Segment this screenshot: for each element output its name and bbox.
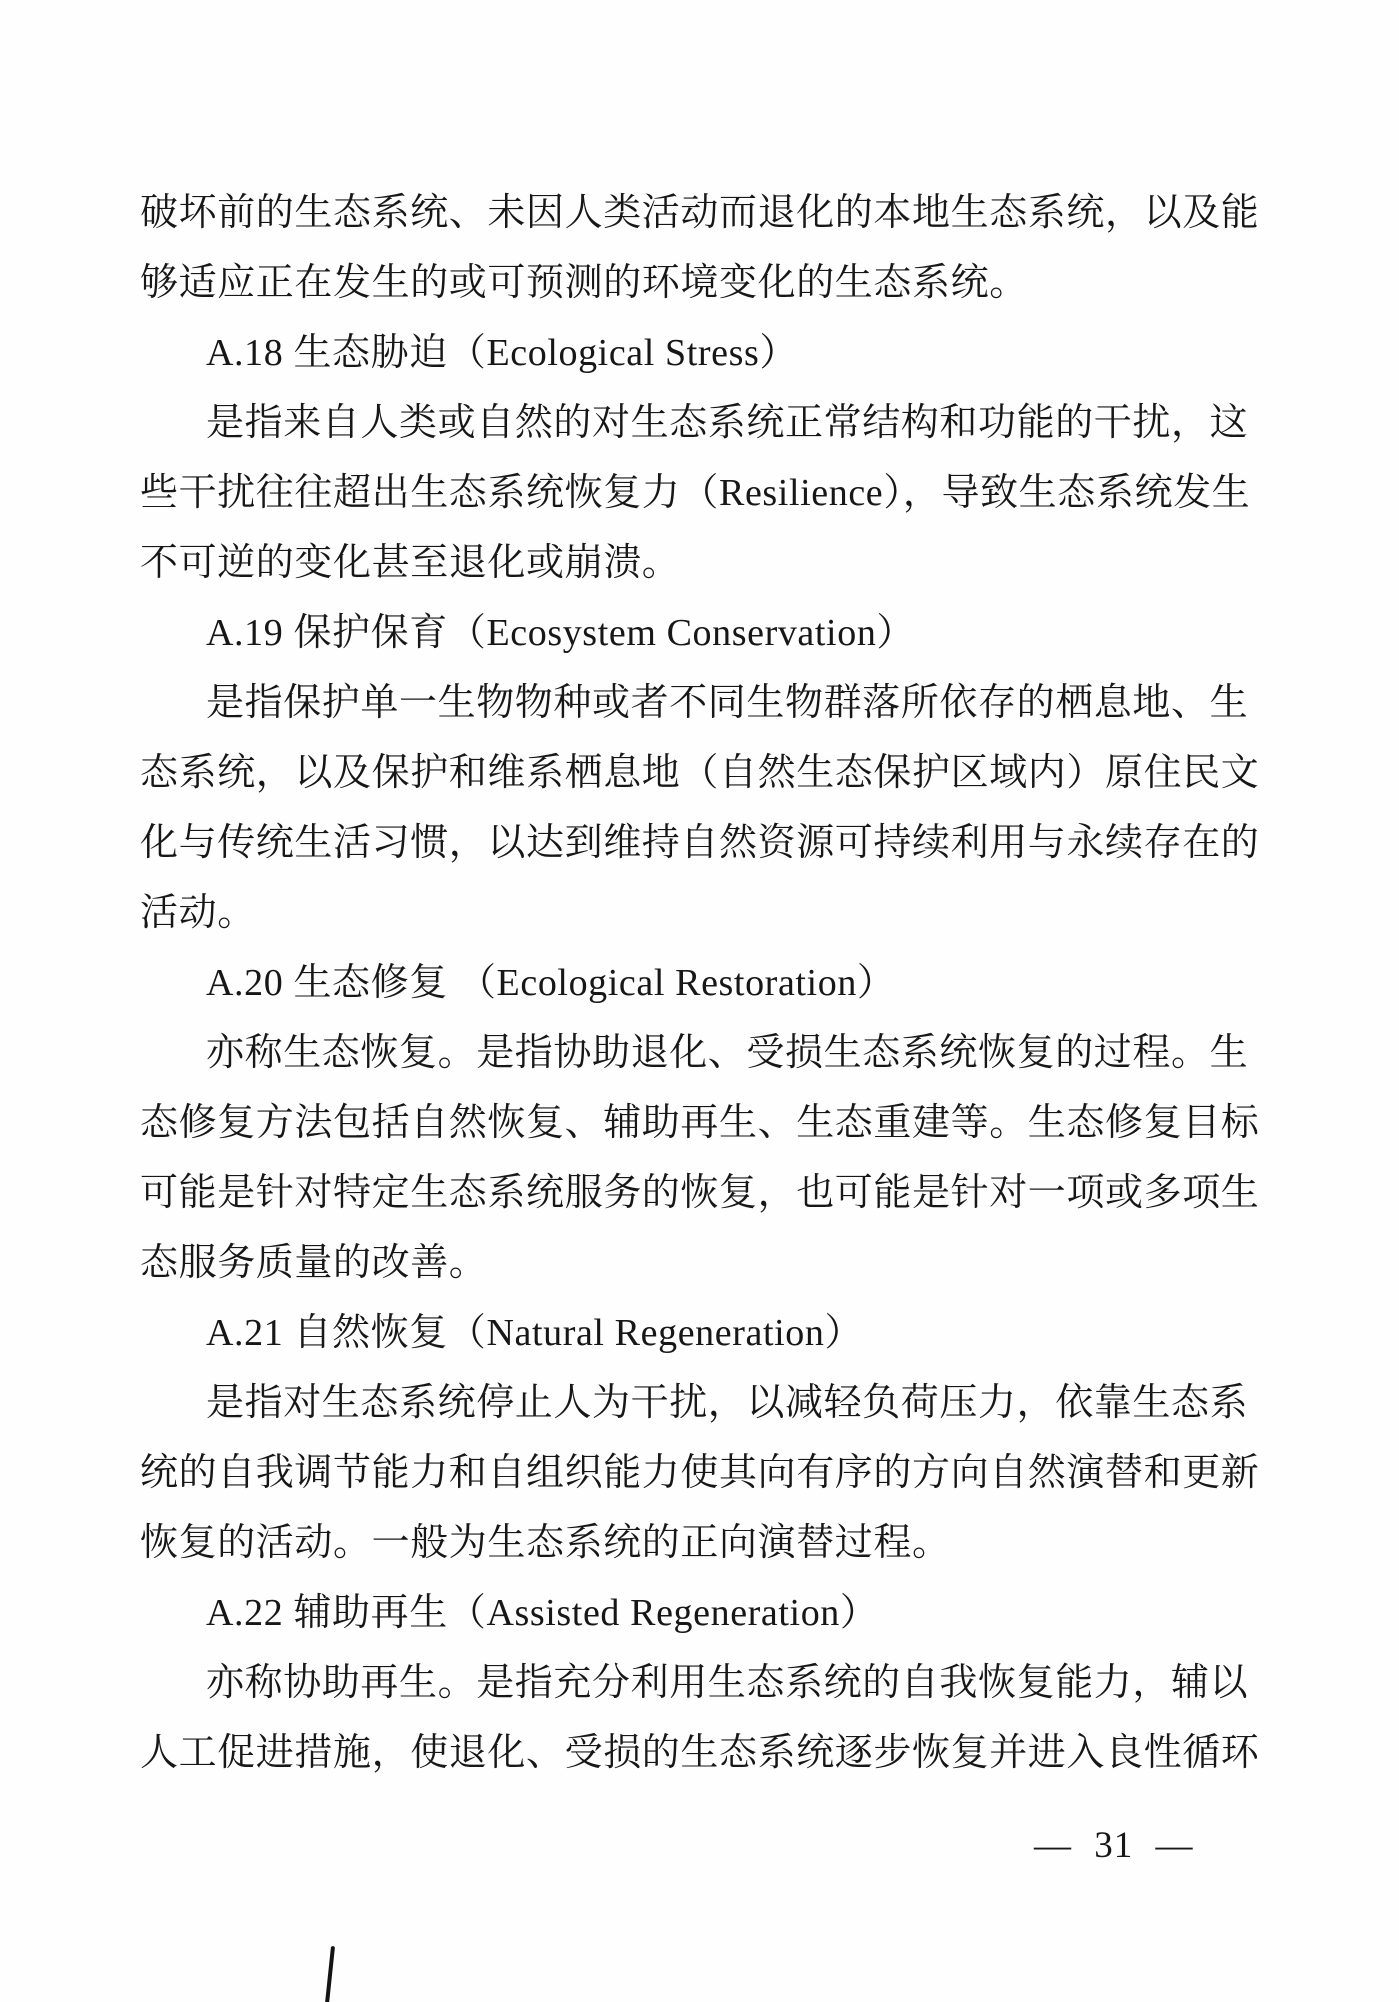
paragraph-line: 是指保护单一生物物种或者不同生物群落所依存的栖息地、生 [206, 682, 1249, 724]
paragraph-line: 活动。 [140, 892, 256, 934]
paragraph-line: 亦称协助再生。是指充分利用生态系统的自我恢复能力，辅以 [206, 1662, 1249, 1704]
paragraph-line: 够适应正在发生的或可预测的环境变化的生态系统。 [140, 262, 1028, 304]
paragraph-line: 是指对生态系统停止人为干扰，以减轻负荷压力，依靠生态系 [206, 1382, 1249, 1424]
paragraph-line: 态服务质量的改善。 [140, 1242, 488, 1284]
paragraph-line: 破坏前的生态系统、未因人类活动而退化的本地生态系统，以及能 [140, 192, 1260, 234]
term-heading-a21: A.21 自然恢复（Natural Regeneration） [206, 1312, 864, 1354]
term-heading-a19: A.19 保护保育（Ecosystem Conservation） [206, 612, 916, 654]
pen-stroke-artifact [325, 1946, 335, 2002]
page-number: — 31 — [1034, 1825, 1194, 1866]
term-heading-a22: A.22 辅助再生（Assisted Regeneration） [206, 1592, 879, 1634]
paragraph-line: 恢复的活动。一般为生态系统的正向演替过程。 [140, 1522, 951, 1564]
paragraph-line: 化与传统生活习惯，以达到维持自然资源可持续利用与永续存在的 [140, 822, 1260, 864]
paragraph-line: 亦称生态恢复。是指协助退化、受损生态系统恢复的过程。生 [206, 1032, 1249, 1074]
term-heading-a20: A.20 生态修复 （Ecological Restoration） [206, 962, 896, 1004]
page-body-text [140, 178, 1270, 1788]
paragraph-line: 是指来自人类或自然的对生态系统正常结构和功能的干扰，这 [206, 402, 1249, 444]
term-heading-a18: A.18 生态胁迫（Ecological Stress） [206, 332, 799, 374]
paragraph-line: 不可逆的变化甚至退化或崩溃。 [140, 542, 681, 584]
paragraph-line: 可能是针对特定生态系统服务的恢复，也可能是针对一项或多项生 [140, 1172, 1260, 1214]
paragraph-line: 态系统，以及保护和维系栖息地（自然生态保护区域内）原住民文 [140, 752, 1260, 794]
paragraph-line: 统的自我调节能力和自组织能力使其向有序的方向自然演替和更新 [140, 1452, 1260, 1494]
paragraph-line: 些干扰往往超出生态系统恢复力（Resilience），导致生态系统发生 [140, 472, 1251, 514]
paragraph-line: 态修复方法包括自然恢复、辅助再生、生态重建等。生态修复目标 [140, 1102, 1260, 1144]
paragraph-line: 人工促进措施，使退化、受损的生态系统逐步恢复并进入良性循环 [140, 1732, 1260, 1774]
